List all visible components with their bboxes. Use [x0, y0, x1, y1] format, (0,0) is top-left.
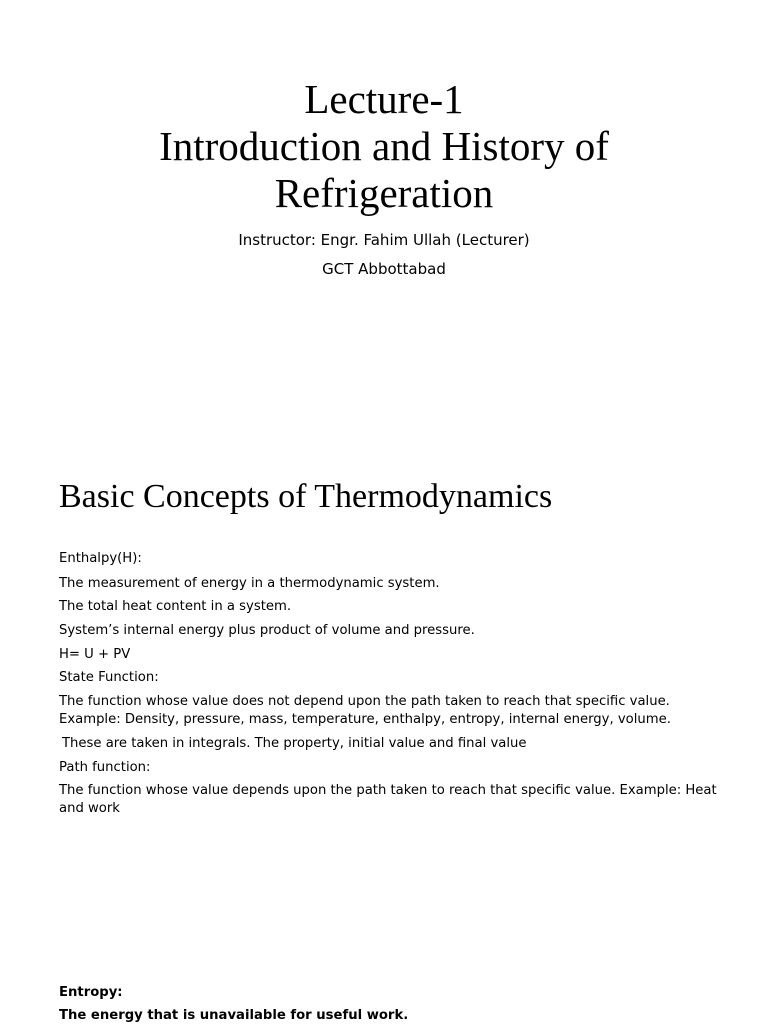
entropy-definition: The energy that is unavailable for useful work.: [59, 1008, 409, 1023]
title-line-2: Introduction and History of: [159, 123, 609, 169]
state-function-label: State Function:: [59, 670, 159, 685]
enthalpy-formula: H= U + PV: [59, 647, 131, 662]
section-heading: Basic Concepts of Thermodynamics: [59, 478, 553, 515]
enthalpy-label: Enthalpy(H):: [59, 551, 142, 566]
instructor-line: Instructor: Engr. Fahim Ullah (Lecturer): [238, 231, 530, 249]
lecture-title: [0, 76, 768, 217]
entropy-label: Entropy:: [59, 985, 123, 1000]
state-function-definition: The function whose value does not depend upon the path taken to reach that specific value. Example: Density, pressure, mass, temperature, enthalpy, entropy, internal energy, volume.: [59, 694, 671, 727]
title-line-1: Lecture-1: [304, 76, 464, 122]
enthalpy-definition-3: System’s internal energy plus product of volume and pressure.: [59, 623, 475, 638]
enthalpy-definition-2: The total heat content in a system.: [59, 599, 292, 614]
institute-line: GCT Abbottabad: [322, 260, 446, 278]
path-function-definition: The function whose value depends upon the path taken to reach that specific value. Example: Heat and work: [59, 783, 717, 816]
title-line-3: Refrigeration: [274, 170, 494, 216]
state-function-note: These are taken in integrals. The property, initial value and final value: [62, 736, 527, 751]
path-function-label: Path function:: [59, 760, 151, 775]
enthalpy-definition-1: The measurement of energy in a thermodynamic system.: [59, 576, 440, 591]
